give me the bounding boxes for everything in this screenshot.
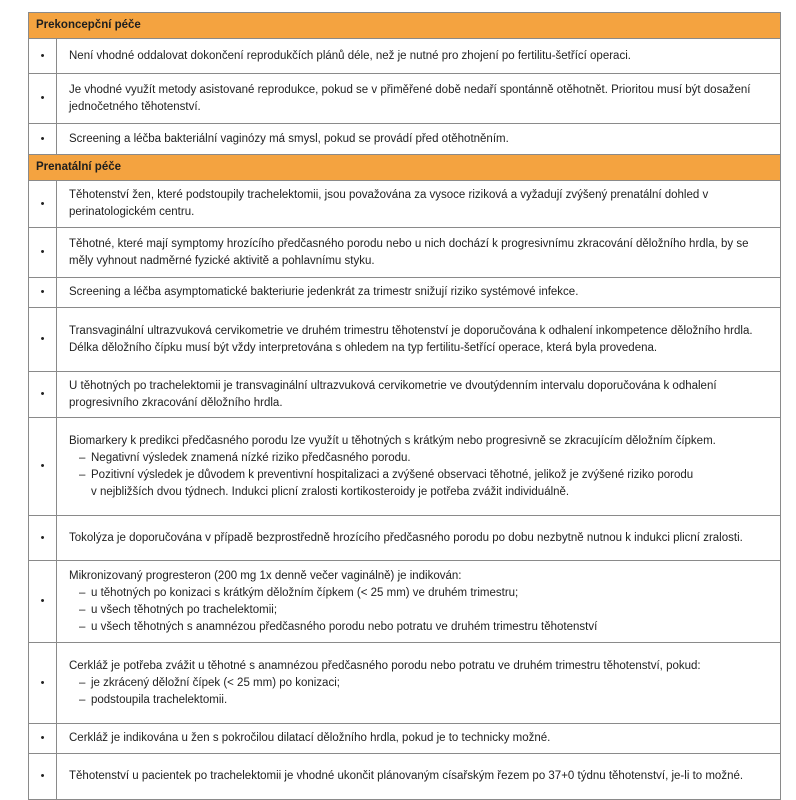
sub-item-text: je zkrácený děložní čípek (< 25 mm) po konizaci; — [91, 676, 340, 689]
bullet: • — [29, 561, 57, 643]
bullet: • — [29, 418, 57, 516]
table-row — [29, 516, 781, 561]
row-text: Těhotenství žen, které podstoupily trachelektomii, jsou považována za vysoce riziková a vyžadují zvýšený prenatální dohled v perinatologickém centru. — [57, 181, 781, 228]
bullet: • — [29, 39, 57, 74]
dash: – — [79, 468, 86, 481]
row-text: Mikronizovaný progresteron (200 mg 1x denně večer vaginálně) je indikován: — [69, 569, 462, 582]
row-text: Biomarkery k predikci předčasného porodu lze využít u těhotných s krátkým nebo progresivně se zkracujícím děložním čípkem. — [69, 434, 716, 447]
recommendations-table-wrapper — [28, 12, 781, 800]
sub-item — [69, 692, 772, 709]
sub-item-continuation: v nejbližších dvou týdnech. Indukci plicní zralosti kortikosteroidy je potřeba zvážit individuálně. — [91, 485, 570, 498]
table-row — [29, 39, 781, 74]
row-text: Cerkláž je indikována u žen s pokročilou dilatací děložního hrdla, pokud je to technicky možné. — [57, 724, 781, 754]
row-text-with-sublist — [57, 561, 781, 643]
section-header-preconception — [29, 13, 781, 39]
table-row — [29, 181, 781, 228]
dash: – — [79, 693, 86, 706]
sub-item-text: u všech těhotných s anamnézou předčasného porodu nebo potratu ve druhém trimestru těhotenství — [91, 620, 598, 633]
sub-item — [69, 602, 772, 619]
row-text: Screening a léčba asymptomatické bakteriurie jedenkrát za trimestr snižují riziko systémové infekce. — [57, 278, 781, 308]
recommendations-table — [28, 12, 781, 800]
table-row — [29, 308, 781, 372]
dash: – — [79, 451, 86, 464]
bullet: • — [29, 228, 57, 278]
bullet: • — [29, 724, 57, 754]
sub-item — [69, 585, 772, 602]
row-text: Těhotné, které mají symptomy hrozícího předčasného porodu nebo u nich dochází k progresivnímu zkracování děložního hrdla, by se měly vyhnout nadměrné fyzické aktivitě a pohlavnímu styku. — [57, 228, 781, 278]
bullet: • — [29, 124, 57, 155]
row-text: Cerkláž je potřeba zvážit u těhotné s anamnézou předčasného porodu nebo potratu ve druhém trimestru těhotenství, pokud: — [69, 659, 701, 672]
row-text: U těhotných po trachelektomii je transvaginální ultrazvuková cervikometrie ve dvoutýdenním intervalu doporučována k odhalení progresivního zkracování děložního hrdla. — [57, 372, 781, 418]
row-text: Je vhodné využít metody asistované reprodukce, pokud se v přiměřené době nedaří spontánně otěhotnět. Prioritou musí být dosažení jednočetného těhotenství. — [57, 74, 781, 124]
sub-item — [69, 675, 772, 692]
bullet: • — [29, 308, 57, 372]
table-row — [29, 74, 781, 124]
bullet: • — [29, 278, 57, 308]
bullet: • — [29, 516, 57, 561]
dash: – — [79, 586, 86, 599]
row-text: Screening a léčba bakteriální vaginózy má smysl, pokud se provádí před otěhotněním. — [57, 124, 781, 155]
row-text-with-sublist — [57, 643, 781, 724]
sub-item-text: u všech těhotných po trachelektomii; — [91, 603, 278, 616]
dash: – — [79, 620, 86, 633]
table-row — [29, 372, 781, 418]
table-row — [29, 278, 781, 308]
bullet: • — [29, 372, 57, 418]
table-row — [29, 754, 781, 800]
row-text: Transvaginální ultrazvuková cervikometrie ve druhém trimestru těhotenství je doporučována k odhalení inkompetence děložního hrdla. Délka děložního čípku musí být vždy interpretována s ohledem na typ fertilitu-šetřící operace, která byla provedena. — [57, 308, 781, 372]
row-text: Není vhodné oddalovat dokončení reprodukčích plánů déle, než je nutné pro zhojení po fertilitu-šetřící operaci. — [57, 39, 781, 74]
bullet: • — [29, 643, 57, 724]
sub-item-text: u těhotných po konizaci s krátkým děložním čípkem (< 25 mm) ve druhém trimestru; — [91, 586, 519, 599]
section-header-prenatal — [29, 155, 781, 181]
section-title: Prenatální péče — [29, 155, 781, 181]
sub-item — [69, 467, 772, 484]
sub-item — [69, 450, 772, 467]
table-row — [29, 643, 781, 724]
dash: – — [79, 603, 86, 616]
table-row — [29, 228, 781, 278]
sub-item-text: Pozitivní výsledek je důvodem k preventivní hospitalizaci a zvýšené observaci těhotné, jelikož je zvýšené riziko porodu — [91, 468, 694, 481]
sub-item-text: Negativní výsledek znamená nízké riziko předčasného porodu. — [91, 451, 411, 464]
table-row — [29, 418, 781, 516]
row-text: Tokolýza je doporučována v případě bezprostředně hrozícího předčasného porodu po dobu nezbytně nutnou k indukci plicní zralosti. — [57, 516, 781, 561]
sub-item — [69, 619, 772, 636]
row-text-with-sublist — [57, 418, 781, 516]
table-row — [29, 124, 781, 155]
bullet: • — [29, 181, 57, 228]
table-row — [29, 724, 781, 754]
table-row — [29, 561, 781, 643]
bullet: • — [29, 74, 57, 124]
sub-item-text: podstoupila trachelektomii. — [91, 693, 228, 706]
dash: – — [79, 676, 86, 689]
row-text: Těhotenství u pacientek po trachelektomii je vhodné ukončit plánovaným císařským řezem po 37+0 týdnu těhotenství, je-li to možné. — [57, 754, 781, 800]
bullet: • — [29, 754, 57, 800]
section-title: Prekoncepční péče — [29, 13, 781, 39]
